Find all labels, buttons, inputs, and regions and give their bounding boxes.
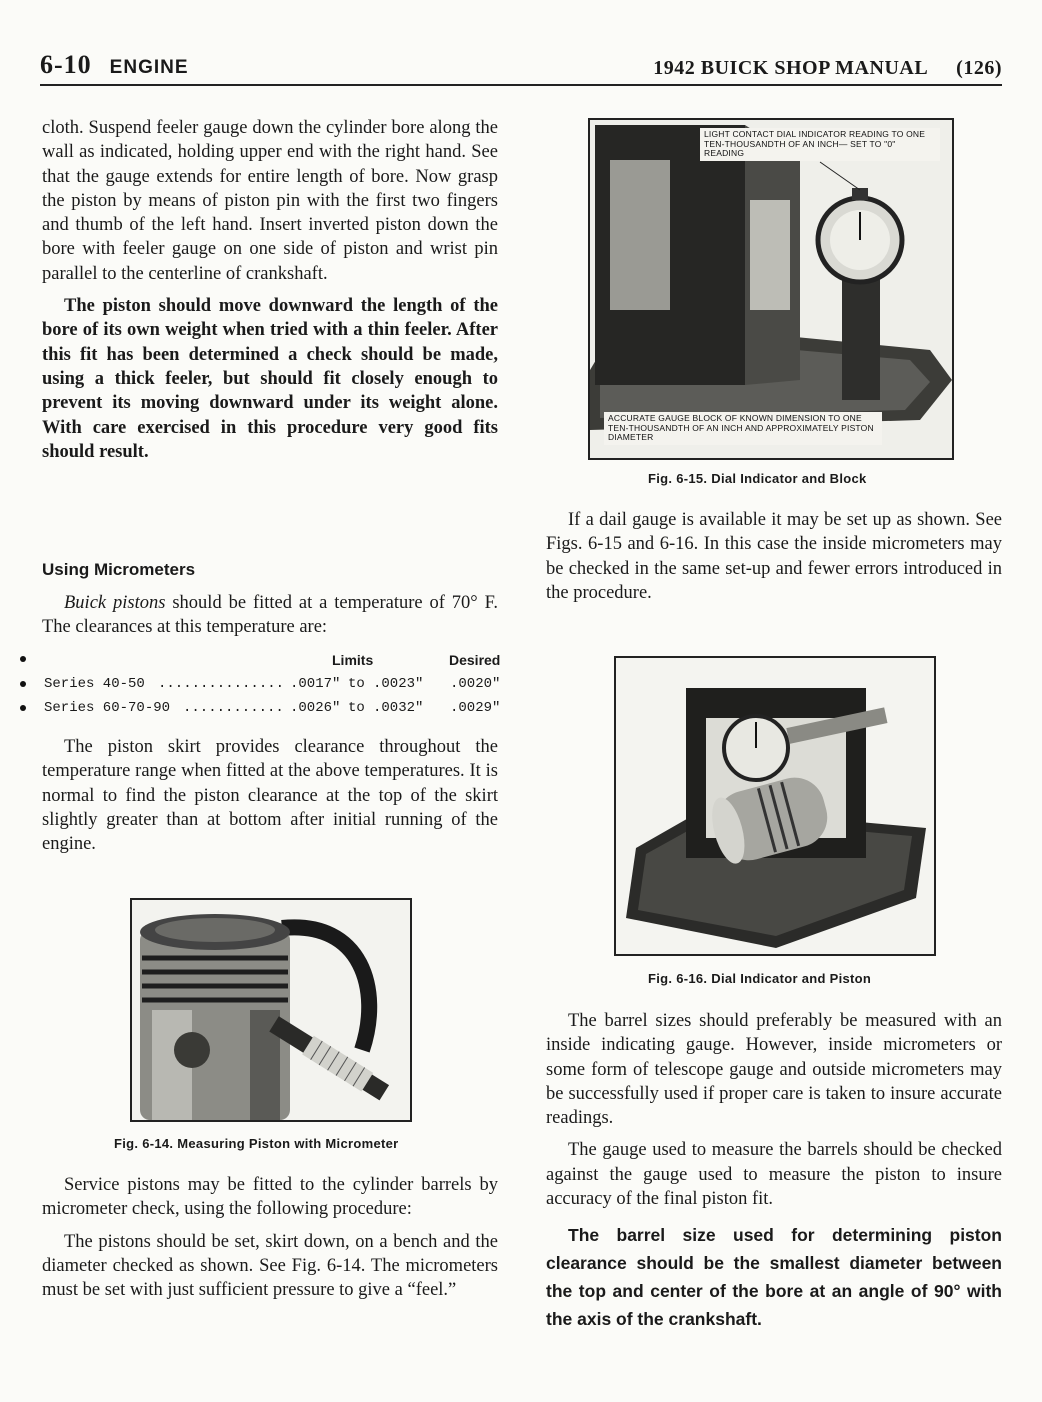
header-left [40,50,189,80]
temperature-text: should be fitted at a temperature of 70° F. The clearances at this temperature are: [42,593,499,638]
paragraph-service-pistons: Service pistons may be fitted to the cylinder barrels by micrometer check, using the following procedure: [42,1175,498,1220]
figure-6-14-caption: Fig. 6-14. Measuring Piston with Micrometer [114,1136,399,1151]
page-header [40,52,1002,86]
paragraph-dial-gauge: If a dail gauge is available it may be set up as shown. See Figs. 6-15 and 6-16. In this case the inside micrometers may be checked in the same set-up and fewer errors introduced in the procedure. [546,510,1002,603]
left-block-2 [42,591,498,640]
spec-header-row [42,652,500,672]
paragraph-temperature [42,591,498,640]
clearance-spec-table [42,652,500,722]
limits-header: Limits [332,652,374,668]
limit-low: .0026" [290,700,341,716]
manual-title: 1942 BUICK SHOP MANUAL [653,57,929,79]
right-block-2 [546,1009,1002,1333]
limit-low: .0017" [290,676,341,692]
leader-dots: ............... [158,676,285,692]
dial-indicator-piston-illustration [616,658,934,954]
series-label: Series 40-50 [44,676,145,692]
figure-6-14-photo [130,898,412,1122]
desired-value: .0020" [450,676,501,692]
section-title: ENGINE [109,57,189,78]
dial-indicator-block-illustration [590,120,952,458]
left-block-4 [42,1173,498,1302]
piston-micrometer-illustration [132,900,410,1120]
margin-bullet [20,705,26,711]
limit-high: .0023" [373,676,424,692]
paragraph-piston-skirt: The piston skirt provides clearance throughout the temperature range when fitted at the above temperatures. It is normal to find the piston clearance at the top of the skirt slightly greater than at bottom after initial running of the engine. [42,737,498,855]
paragraph-barrel-sizes: The barrel sizes should preferably be measured with an inside indicating gauge. However, inside micrometers or some form of telescope gauge and outside micrometers may be successfully used if proper care is taken to insure accurate readings. [546,1011,1002,1129]
paragraph-piston-fit: The piston should move downward the length of the bore of its own weight when tried with a thin feeler. After this fit has been determined a check should be made, using a thick feeler, but should fit closely enough to prevent its moving downward under its weight alone. With care exercised in this procedure very good fits should result. [42,296,498,462]
margin-bullet [20,656,26,662]
spec-row [42,676,500,696]
figure-6-16-photo [614,656,936,956]
callout-gauge-block: ACCURATE GAUGE BLOCK OF KNOWN DIMENSION TO ONE TEN-THOUSANDTH OF AN INCH AND APPROXIMATELY PISTON DIAMETER [604,412,882,445]
limit-to: to [348,676,365,692]
desired-value: .0029" [450,700,501,716]
page-reference: (126) [956,57,1002,79]
limit-high: .0032" [373,700,424,716]
buick-pistons-italic: Buick pistons [64,593,166,613]
spec-row [42,700,500,720]
margin-bullet [20,681,26,687]
leader-dots: ............ [183,700,284,716]
page-number: 6-10 [40,50,92,79]
limit-to: to [348,700,365,716]
left-block-1 [42,116,498,464]
header-right [653,57,1002,80]
desired-header: Desired [449,652,501,668]
callout-dial-reading: LIGHT CONTACT DIAL INDICATOR READING TO ONE TEN-THOUSANDTH OF AN INCH— SET TO "0" READING [700,128,940,161]
figure-6-15-photo [588,118,954,460]
paragraph-set-pistons: The pistons should be set, skirt down, on a bench and the diameter checked as shown. See Fig. 6-14. The micrometers must be set with just sufficient pressure to give a “feel.” [42,1231,498,1301]
right-block-1 [546,508,1002,605]
figure-6-16-caption: Fig. 6-16. Dial Indicator and Piston [648,971,872,986]
paragraph-feeler-gauge: cloth. Suspend feeler gauge down the cylinder bore along the wall as indicated, holding upper end with the right hand. See that the gauge extends for entire length of bore. Now grasp the piston by means of piston pin with the first two fingers and thumb of the left hand. Insert inverted piston down the bore with feeler gauge on one side of piston and wrist pin parallel to the centerline of crankshaft. [42,118,498,284]
figure-6-15-caption: Fig. 6-15. Dial Indicator and Block [648,471,867,486]
left-block-3 [42,735,498,856]
series-label: Series 60-70-90 [44,700,171,716]
paragraph-gauge-check: The gauge used to measure the barrels should be checked against the gauge used to measure the piston to insure accuracy of the final piston fit. [546,1140,1002,1210]
paragraph-barrel-clearance-bold: The barrel size used for determining piston clearance should be the smallest diameter between the top and center of the bore at an angle of 90° with the axis of the crankshaft. [546,1225,1002,1330]
subheading-using-micrometers: Using Micrometers [42,560,196,579]
